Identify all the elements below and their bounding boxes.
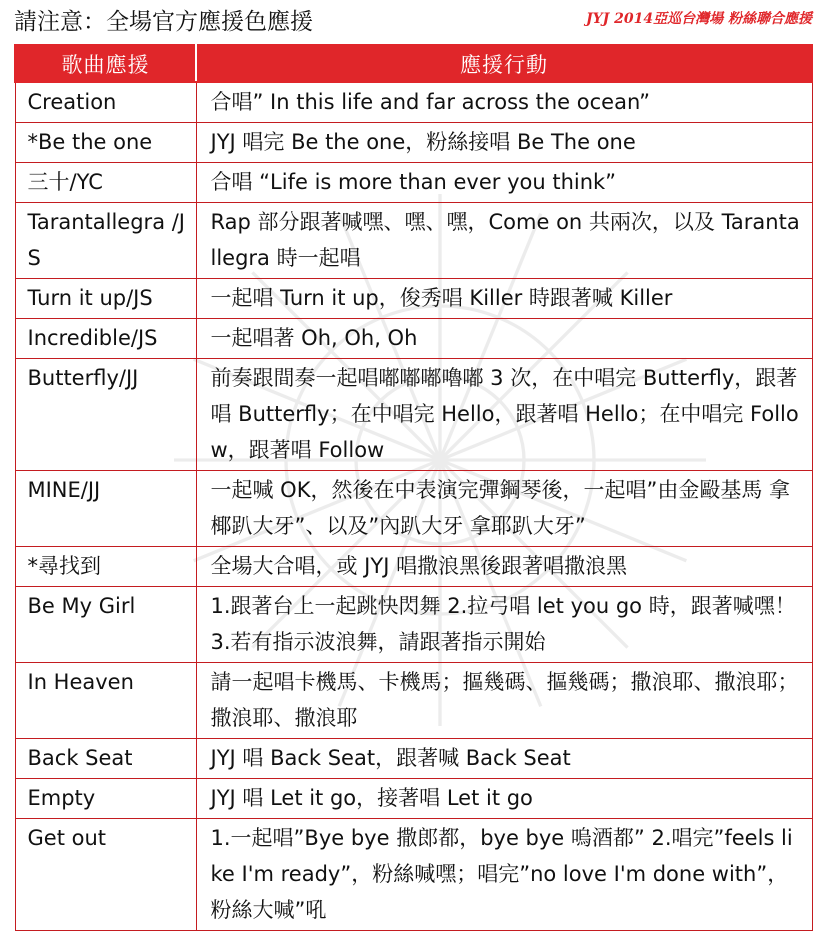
song-cell: 三十/YC bbox=[15, 163, 196, 203]
column-header-song: 歌曲應援 bbox=[15, 45, 196, 82]
action-cell: 1.跟著台上一起跳快閃舞 2.拉弓唱 let you go 時，跟著喊嘿！ 3.若有指示波浪舞，請跟著指示開始 bbox=[196, 587, 812, 663]
action-cell: 一起唱著 Oh, Oh, Oh bbox=[196, 319, 812, 359]
song-cell: Turn it up/JS bbox=[15, 279, 196, 319]
cheer-guide-table bbox=[14, 44, 813, 931]
song-cell: Creation bbox=[15, 82, 196, 123]
action-cell: 合唱 “Life is more than ever you think” bbox=[196, 163, 812, 203]
notice-title: 請注意：全場官方應援色應援 bbox=[14, 9, 313, 35]
song-cell: Butterfly/JJ bbox=[15, 359, 196, 471]
action-cell: JYJ 唱 Let it go，接著唱 Let it go bbox=[196, 779, 812, 819]
song-cell: Empty bbox=[15, 779, 196, 819]
action-cell: 合唱” In this life and far across the ocean” bbox=[196, 82, 812, 123]
table-row bbox=[15, 123, 812, 163]
table-row bbox=[15, 739, 812, 779]
action-cell: Rap 部分跟著喊嘿、嘿、嘿，Come on 共兩次，以及 Tarantallegra 時一起唱 bbox=[196, 203, 812, 279]
table-row bbox=[15, 359, 812, 471]
table-row bbox=[15, 779, 812, 819]
action-cell: JYJ 唱完 Be the one，粉絲接唱 Be The one bbox=[196, 123, 812, 163]
table-row bbox=[15, 587, 812, 663]
action-cell: 前奏跟間奏一起唱嘟嘟嘟嚕嘟 3 次，在中唱完 Butterfly，跟著唱 Butterfly；在中唱完 Hello，跟著唱 Hello；在中唱完 Follow，跟著唱 Follow bbox=[196, 359, 812, 471]
song-cell: Get out bbox=[15, 819, 196, 931]
cheer-guide-table-wrapper bbox=[14, 44, 811, 931]
song-cell: Back Seat bbox=[15, 739, 196, 779]
table-header-row bbox=[15, 45, 812, 82]
action-cell: 1.一起唱”Bye bye 撒郎都，bye bye 嗚酒都” 2.唱完”feels like I'm ready”，粉絲喊嘿；唱完”no love I'm done with”，粉絲大喊”吼 bbox=[196, 819, 812, 931]
action-cell: 全場大合唱，或 JYJ 唱撒浪黑後跟著唱撒浪黑 bbox=[196, 547, 812, 587]
page-header bbox=[0, 0, 824, 44]
table-row bbox=[15, 82, 812, 123]
table-row bbox=[15, 471, 812, 547]
song-cell: Incredible/JS bbox=[15, 319, 196, 359]
table-row bbox=[15, 163, 812, 203]
table-row bbox=[15, 663, 812, 739]
song-cell: *Be the one bbox=[15, 123, 196, 163]
table-row bbox=[15, 279, 812, 319]
table-row bbox=[15, 547, 812, 587]
song-cell: Be My Girl bbox=[15, 587, 196, 663]
action-cell: 請一起唱卡機馬、卡機馬；摳幾碼、摳幾碼；撒浪耶、撒浪耶；撒浪耶、撒浪耶 bbox=[196, 663, 812, 739]
song-cell: *尋找到 bbox=[15, 547, 196, 587]
action-cell: 一起喊 OK，然後在中表演完彈鋼琴後，一起唱”由金毆基馬 拿椰趴大牙”、以及”內趴大牙 拿耶趴大牙” bbox=[196, 471, 812, 547]
song-cell: Tarantallegra /JS bbox=[15, 203, 196, 279]
table-row bbox=[15, 203, 812, 279]
action-cell: 一起唱 Turn it up，俊秀唱 Killer 時跟著喊 Killer bbox=[196, 279, 812, 319]
column-header-action: 應援行動 bbox=[196, 45, 812, 82]
action-cell: JYJ 唱 Back Seat，跟著喊 Back Seat bbox=[196, 739, 812, 779]
table-row bbox=[15, 819, 812, 931]
event-tag: JYJ 2014亞巡台灣場 粉絲聯合應援 bbox=[586, 11, 812, 27]
table-row bbox=[15, 319, 812, 359]
song-cell: MINE/JJ bbox=[15, 471, 196, 547]
song-cell: In Heaven bbox=[15, 663, 196, 739]
